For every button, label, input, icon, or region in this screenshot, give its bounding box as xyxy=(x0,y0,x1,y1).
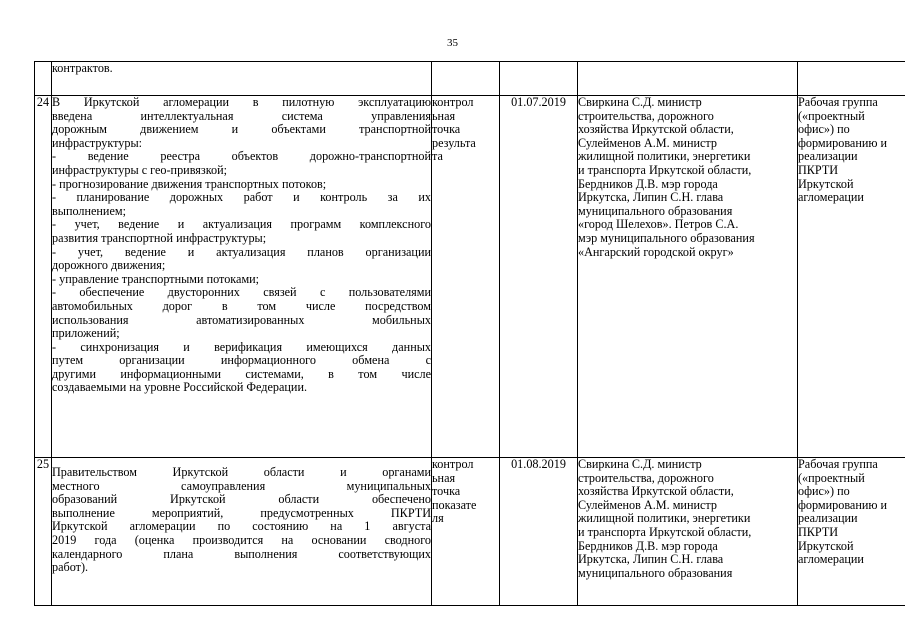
text-line: выполнением; xyxy=(52,203,126,218)
page-number: 35 xyxy=(447,37,458,49)
table-row-continued xyxy=(35,62,905,96)
text-line: контрол xyxy=(432,95,474,109)
date-cell: 01.07.2019 xyxy=(500,96,578,458)
text-line: Бердников Д.В. мэр города xyxy=(578,538,718,553)
text-line: - учет, ведение и актуализация планов организации xyxy=(52,244,431,259)
text-line: Рабочая группа xyxy=(798,457,878,471)
text-line: реализации xyxy=(798,149,858,164)
responsible-cell xyxy=(578,62,798,96)
text-line: формированию и xyxy=(798,497,888,512)
text-line: строительства, дорожного xyxy=(578,108,714,123)
text-line: 2019 года (оценка производится на основании сводного xyxy=(52,532,431,547)
text-line: - синхронизация и верификация имеющихся данных xyxy=(52,339,431,354)
text-line: Свиркина С.Д. министр xyxy=(578,457,702,471)
text-line: местного самоуправления муниципальных xyxy=(52,478,431,493)
row-number-cell xyxy=(35,62,52,96)
text-line: хозяйства Иркутской области, xyxy=(578,484,734,499)
activities-table xyxy=(34,61,905,606)
control-cell xyxy=(432,96,500,458)
text-line: создаваемыми на уровне Российской Федерации. xyxy=(52,380,308,395)
text-line: введена интеллектуальная система управления xyxy=(52,108,431,123)
row-number: 24 xyxy=(35,96,52,458)
text-line: «Ангарский городской округ» xyxy=(578,244,734,259)
control-cell xyxy=(432,62,500,96)
text-line: развития транспортной инфраструктуры; xyxy=(52,230,267,245)
responsible-text xyxy=(578,96,797,259)
table-row-25 xyxy=(35,458,905,606)
description-cell xyxy=(52,96,432,458)
control-type-text xyxy=(432,96,499,164)
description-text xyxy=(52,466,431,575)
text-line: ля xyxy=(432,511,444,526)
text-line: - обеспечение двусторонних связей с пользователями xyxy=(52,285,431,300)
text-line: Правительством Иркутской области и органами xyxy=(52,465,431,479)
description-cell xyxy=(52,62,432,96)
text-line: хозяйства Иркутской области, xyxy=(578,122,734,137)
text-line: агломерации xyxy=(798,190,864,205)
text-line: агломерации xyxy=(798,552,864,567)
text-line: ьная xyxy=(432,470,456,485)
text-line: Иркутской агломерации по состоянию на 1 августа xyxy=(52,519,431,534)
control-type-text xyxy=(432,458,499,526)
text-line: дорожным движением и объектами транспортной xyxy=(52,122,431,137)
text-line: офис») по xyxy=(798,484,850,499)
text-line: мэр муниципального образования xyxy=(578,230,755,245)
text-line: точка xyxy=(432,122,461,137)
text-line: жилищной политики, энергетики xyxy=(578,511,751,526)
executor-cell xyxy=(798,458,905,606)
text-line: другими информационными системами, в том числе xyxy=(52,366,431,381)
row-number: 25 xyxy=(35,458,52,606)
text-line: ПКРТИ xyxy=(798,162,839,177)
text-line: Сулейменов А.М. министр xyxy=(578,135,717,150)
text-line: формированию и xyxy=(798,135,888,150)
text-line: контрол xyxy=(432,457,474,471)
text-line: муниципального образования xyxy=(578,203,733,218)
text-line: Сулейменов А.М. министр xyxy=(578,497,717,512)
text-line: жилищной политики, энергетики xyxy=(578,149,751,164)
text-line: дорожного движения; xyxy=(52,258,166,273)
text-line: инфраструктуры с гео-привязкой; xyxy=(52,162,228,177)
text-line: и транспорта Иркутской области, xyxy=(578,162,752,177)
text-line: использования автоматизированных мобильных xyxy=(52,312,431,327)
description-cell xyxy=(52,458,432,606)
responsible-cell xyxy=(578,96,798,458)
table-row-24 xyxy=(35,96,905,458)
text-line: - ведение реестра объектов дорожно-транспортной xyxy=(52,149,431,164)
text-line: показате xyxy=(432,497,477,512)
control-cell xyxy=(432,458,500,606)
text-line: - управление транспортными потоками; xyxy=(52,271,260,286)
executor-text xyxy=(798,96,905,205)
text-line: ьная xyxy=(432,108,456,123)
text-line: В Иркутской агломерации в пилотную эксплуатацию xyxy=(52,95,431,109)
text-line: «город Шелехов». Петров С.А. xyxy=(578,217,739,232)
continued-text: контрактов. xyxy=(52,61,113,75)
date-cell xyxy=(500,62,578,96)
date-cell: 01.08.2019 xyxy=(500,458,578,606)
text-line: приложений; xyxy=(52,326,120,341)
text-line: - учет, ведение и актуализация программ комплексного xyxy=(52,217,431,232)
text-line: образований Иркутской области обеспечено xyxy=(52,492,431,507)
text-line: офис») по xyxy=(798,122,850,137)
text-line: путем организации информационного обмена с xyxy=(52,353,431,368)
text-line: выполнение мероприятий, предусмотренных ПКРТИ xyxy=(52,505,431,520)
text-line: реализации xyxy=(798,511,858,526)
description-text xyxy=(52,96,431,395)
text-line: точка xyxy=(432,484,461,499)
text-line: результа xyxy=(432,135,476,150)
text-line: ПКРТИ xyxy=(798,524,839,539)
text-line: Иркутска, Липин С.Н. глава xyxy=(578,552,724,567)
executor-cell xyxy=(798,62,905,96)
text-line: Свиркина С.Д. министр xyxy=(578,95,702,109)
text-line: («проектный xyxy=(798,470,865,485)
text-line: Бердников Д.В. мэр города xyxy=(578,176,718,191)
text-line: та xyxy=(432,149,443,164)
text-line: Иркутска, Липин С.Н. глава xyxy=(578,190,724,205)
text-line: Иркутской xyxy=(798,538,854,553)
text-line: строительства, дорожного xyxy=(578,470,714,485)
text-line: Иркутской xyxy=(798,176,854,191)
responsible-text xyxy=(578,458,797,580)
executor-text xyxy=(798,458,905,567)
text-line: автомобильных дорог в том числе посредством xyxy=(52,298,431,313)
text-line: инфраструктуры: xyxy=(52,135,143,150)
text-line: и транспорта Иркутской области, xyxy=(578,524,752,539)
text-line: календарного плана выполнения соответствующих xyxy=(52,546,431,561)
text-line: Рабочая группа xyxy=(798,95,878,109)
text-line: («проектный xyxy=(798,108,865,123)
text-line: муниципального образования xyxy=(578,565,733,580)
text-line: работ). xyxy=(52,560,89,575)
responsible-cell xyxy=(578,458,798,606)
executor-cell xyxy=(798,96,905,458)
text-line: - прогнозирование движения транспортных потоков; xyxy=(52,176,327,191)
text-line: - планирование дорожных работ и контроль за их xyxy=(52,190,431,205)
